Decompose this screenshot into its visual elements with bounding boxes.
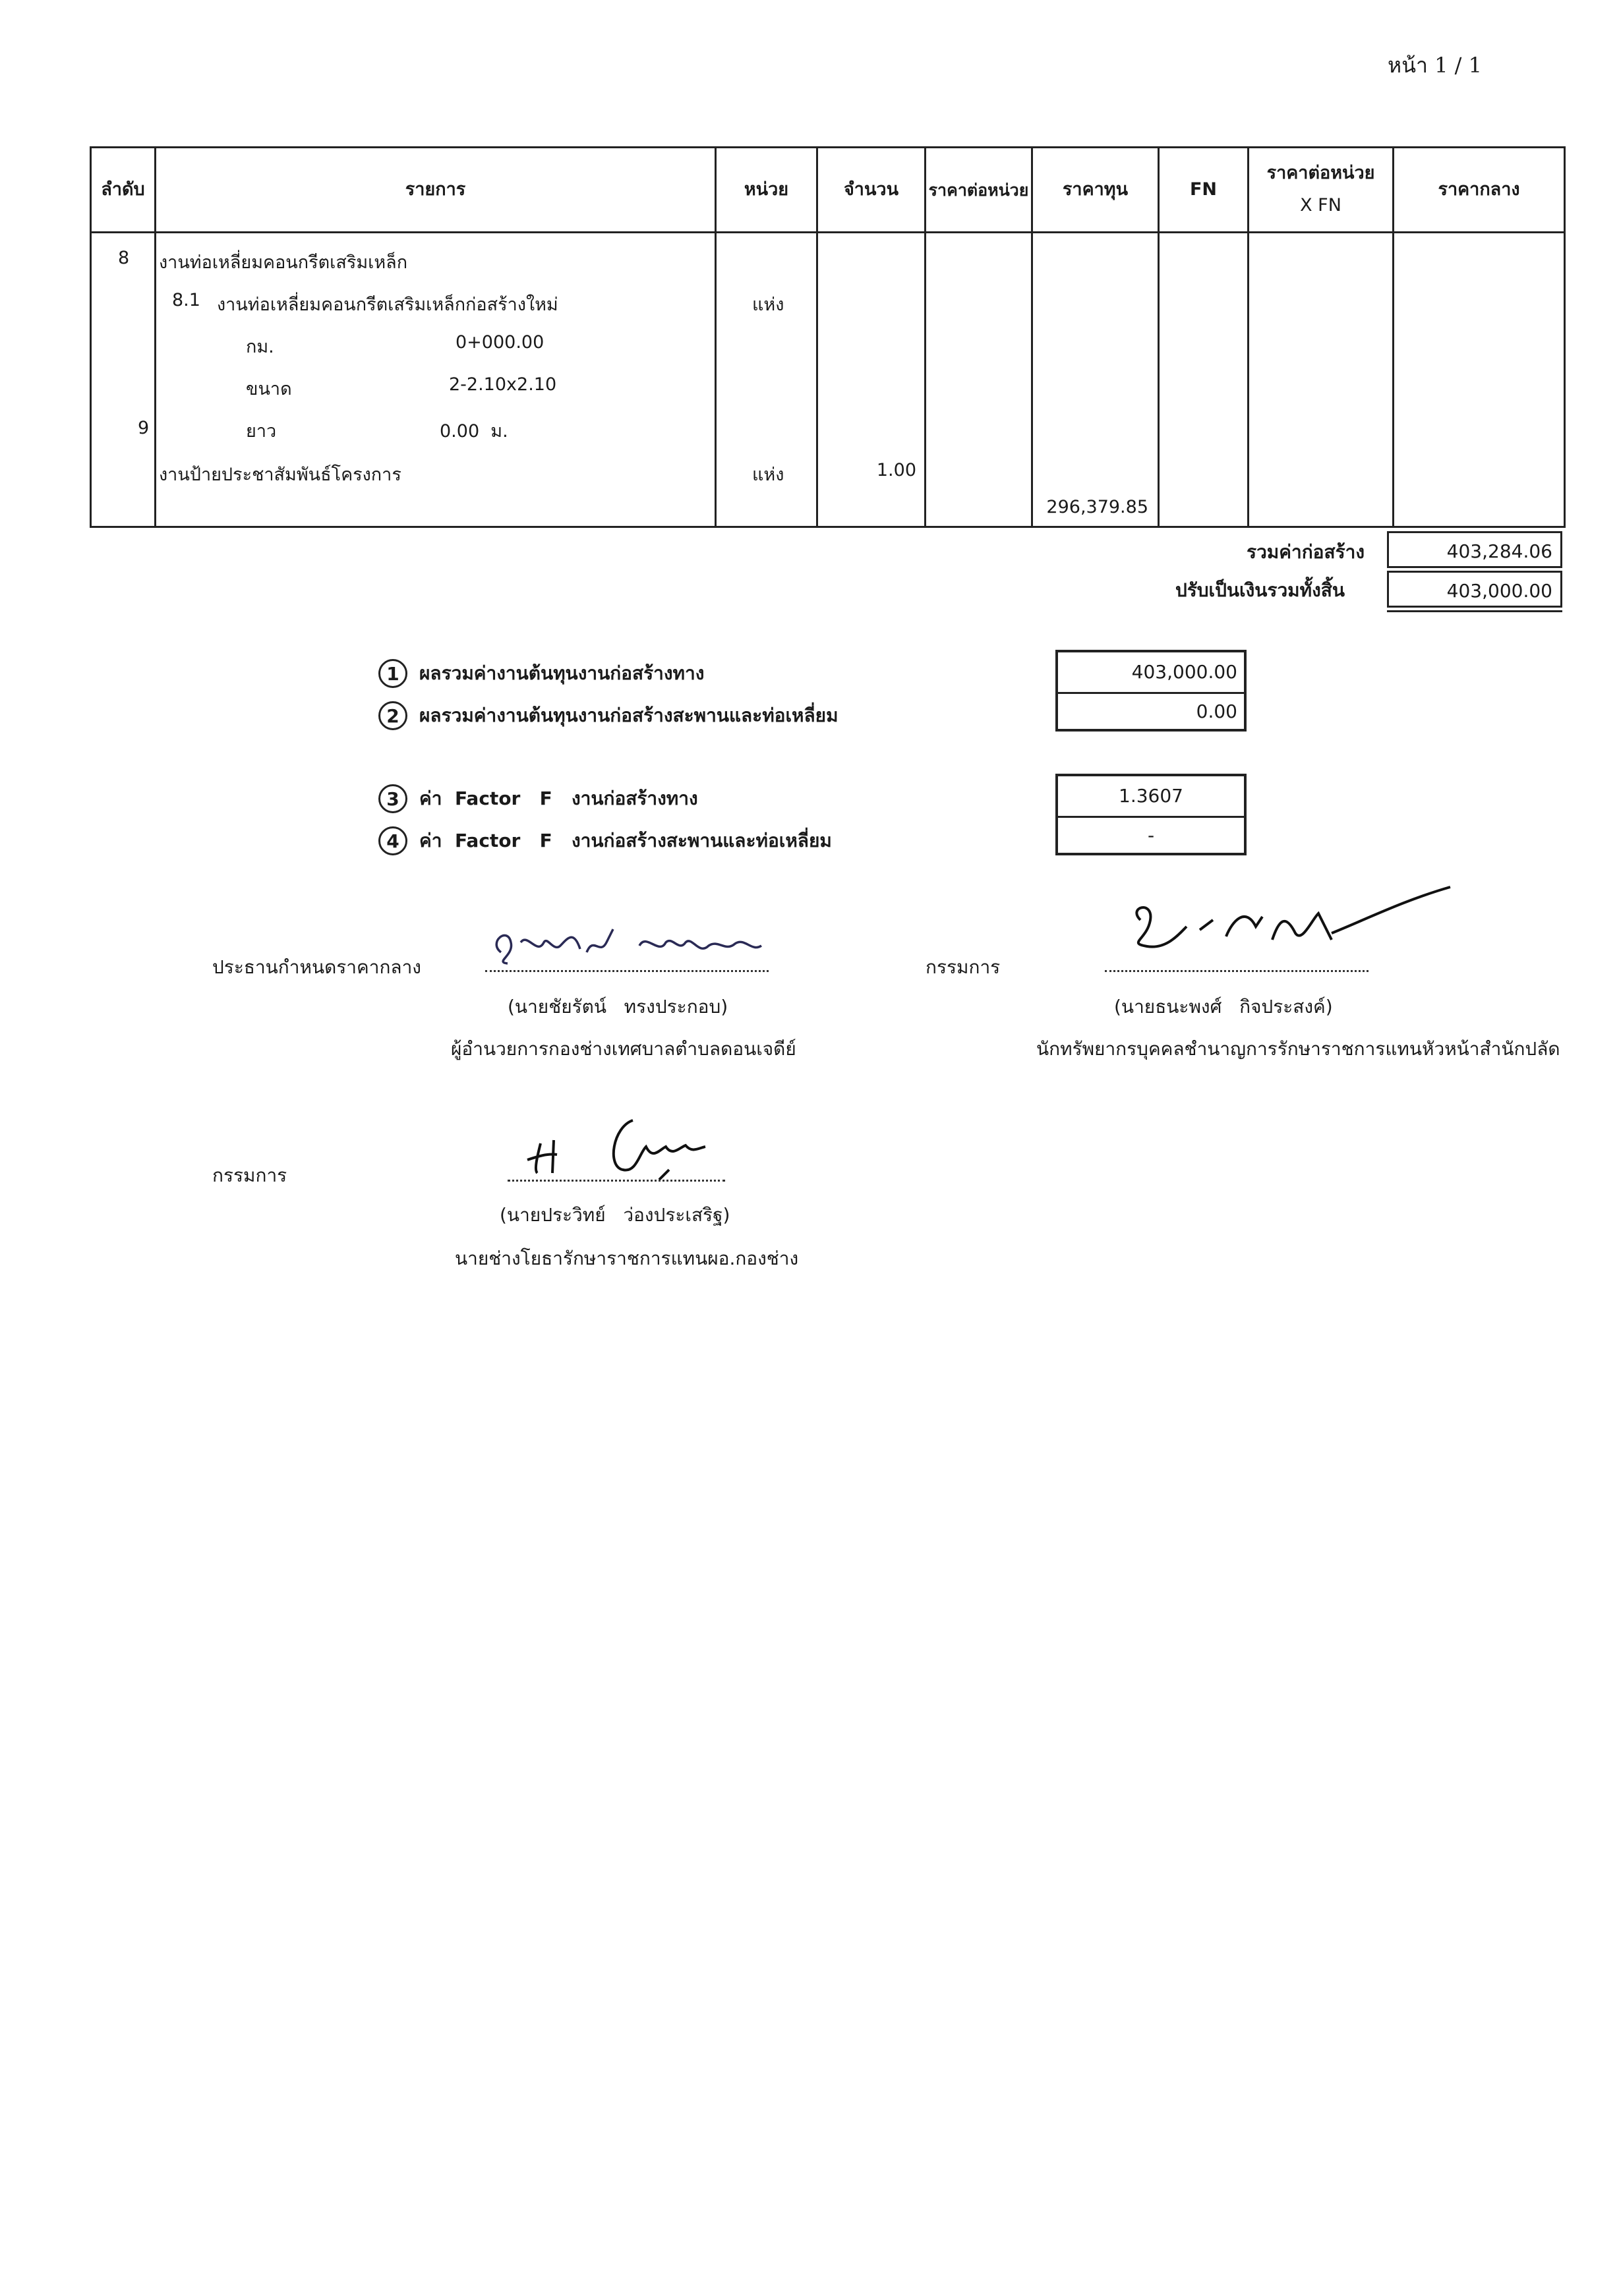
row9-no: 9 (138, 418, 150, 438)
rounded-total-value: 403,000.00 (1387, 571, 1562, 608)
col-unit-price (926, 233, 1032, 527)
summary-row-2 (378, 697, 839, 734)
committee-role-1: กรรมการ (926, 956, 1001, 978)
chair-signature (481, 916, 791, 975)
summary-label-1: ผลรวมค่างานต้นทุนงานก่อสร้างทาง (419, 662, 705, 684)
row81-item: งานท่อเหลี่ยมคอนกรีตเสริมเหล็กก่อสร้างใหม่ (217, 295, 558, 315)
construction-total-value: 403,284.06 (1387, 531, 1562, 568)
committee-1-signature (1114, 880, 1457, 966)
col-fn (1159, 233, 1249, 527)
summary-row-1 (378, 655, 704, 692)
circled-number-2: 2 (378, 701, 407, 730)
col-item (156, 233, 716, 527)
chair-role: ประธานกำหนดราคากลาง (212, 956, 421, 978)
committee-1-signature-line (1105, 970, 1369, 972)
col-no (91, 233, 156, 527)
summary-row-3 (378, 780, 698, 817)
summary-value-4: - (1147, 824, 1155, 846)
summary-label-4: ค่า Factor F งานก่อสร้างสะพานและท่อเหลี่ยม (419, 830, 832, 851)
chair-position: ผู้อำนวยการกองช่างเทศบาลตำบลดอนเจดีย์ (451, 1038, 796, 1060)
summary-box-factor (1055, 774, 1247, 855)
col-quantity (817, 233, 926, 527)
header-unit-price-fn (1249, 148, 1394, 233)
header-no: ลำดับ (91, 148, 156, 233)
circled-number-1: 1 (378, 659, 407, 688)
summary-row-4 (378, 822, 832, 859)
col-unit (716, 233, 817, 527)
price-table (90, 146, 1566, 528)
committee-name-1: (นายธนะพงศ์ กิจประสงค์) (1114, 996, 1333, 1018)
header-median-price: ราคากลาง (1394, 148, 1565, 233)
col-unit-price-fn (1249, 233, 1394, 527)
circled-number-3: 3 (378, 784, 407, 813)
row81-no: 8.1 (172, 290, 200, 310)
summary-value-1: 403,000.00 (1058, 652, 1244, 694)
committee-2-signature (508, 1107, 732, 1186)
row9-item: งานป้ายประชาสัมพันธ์โครงการ (159, 465, 401, 485)
summary-value-3: 1.3607 (1058, 776, 1244, 818)
col-median-price (1394, 233, 1565, 527)
header-fn: FN (1159, 148, 1249, 233)
length-value: 0.00 ม. (440, 421, 508, 442)
header-unit-price-fn-line1: ราคาต่อหน่วย (1266, 163, 1375, 184)
header-item: รายการ (156, 148, 716, 233)
chair-name: (นายชัยรัตน์ ทรงประกอบ) (508, 996, 728, 1018)
row81-unit: แห่ง (752, 295, 784, 315)
row9-quantity: 1.00 (876, 460, 916, 480)
header-cost: ราคาทุน (1032, 148, 1159, 233)
row9-unit: แห่ง (752, 465, 784, 485)
summary-box-cost (1055, 650, 1247, 732)
table-header-row (91, 148, 1565, 233)
double-underline (1387, 610, 1562, 612)
construction-total-label: รวมค่าก่อสร้าง (1247, 541, 1365, 563)
rounded-total-label: ปรับเป็นเงินรวมทั้งสิ้น (1175, 579, 1345, 601)
circled-number-4: 4 (378, 826, 407, 855)
committee-position-1: นักทรัพยากรบุคคลชำนาญการรักษาราชการแทนหัวหน้าสำนักปลัด (1036, 1038, 1560, 1060)
page-number: หน้า 1 / 1 (1388, 53, 1482, 78)
committee-role-2: กรรมการ (212, 1164, 287, 1186)
km-label: กม. (246, 337, 274, 357)
header-unit-price-fn-line2: X FN (1300, 195, 1341, 215)
summary-value-2: 0.00 (1196, 701, 1237, 722)
row8-no: 8 (118, 248, 130, 268)
committee-2-signature-line (508, 1180, 725, 1182)
length-label: ยาว (246, 421, 277, 442)
table-row (91, 233, 1565, 527)
header-unit-price: ราคาต่อหน่วย (926, 148, 1032, 233)
summary-label-3: ค่า Factor F งานก่อสร้างทาง (419, 788, 698, 809)
chair-signature-line (485, 970, 769, 972)
size-label: ขนาด (246, 379, 292, 399)
row8-item: งานท่อเหลี่ยมคอนกรีตเสริมเหล็ก (159, 252, 408, 273)
committee-position-2: นายช่างโยธารักษาราชการแทนผอ.กองช่าง (455, 1248, 799, 1269)
size-value: 2-2.10x2.10 (449, 374, 557, 395)
header-unit: หน่วย (716, 148, 817, 233)
header-quantity: จำนวน (817, 148, 926, 233)
col-cost (1032, 233, 1159, 527)
committee-name-2: (นายประวิทย์ ว่องประเสริฐ) (500, 1204, 730, 1226)
summary-label-2: ผลรวมค่างานต้นทุนงานก่อสร้างสะพานและท่อเหลี่ยม (419, 704, 839, 726)
cost-total: 296,379.85 (1046, 497, 1148, 517)
km-value: 0+000.00 (456, 332, 545, 353)
